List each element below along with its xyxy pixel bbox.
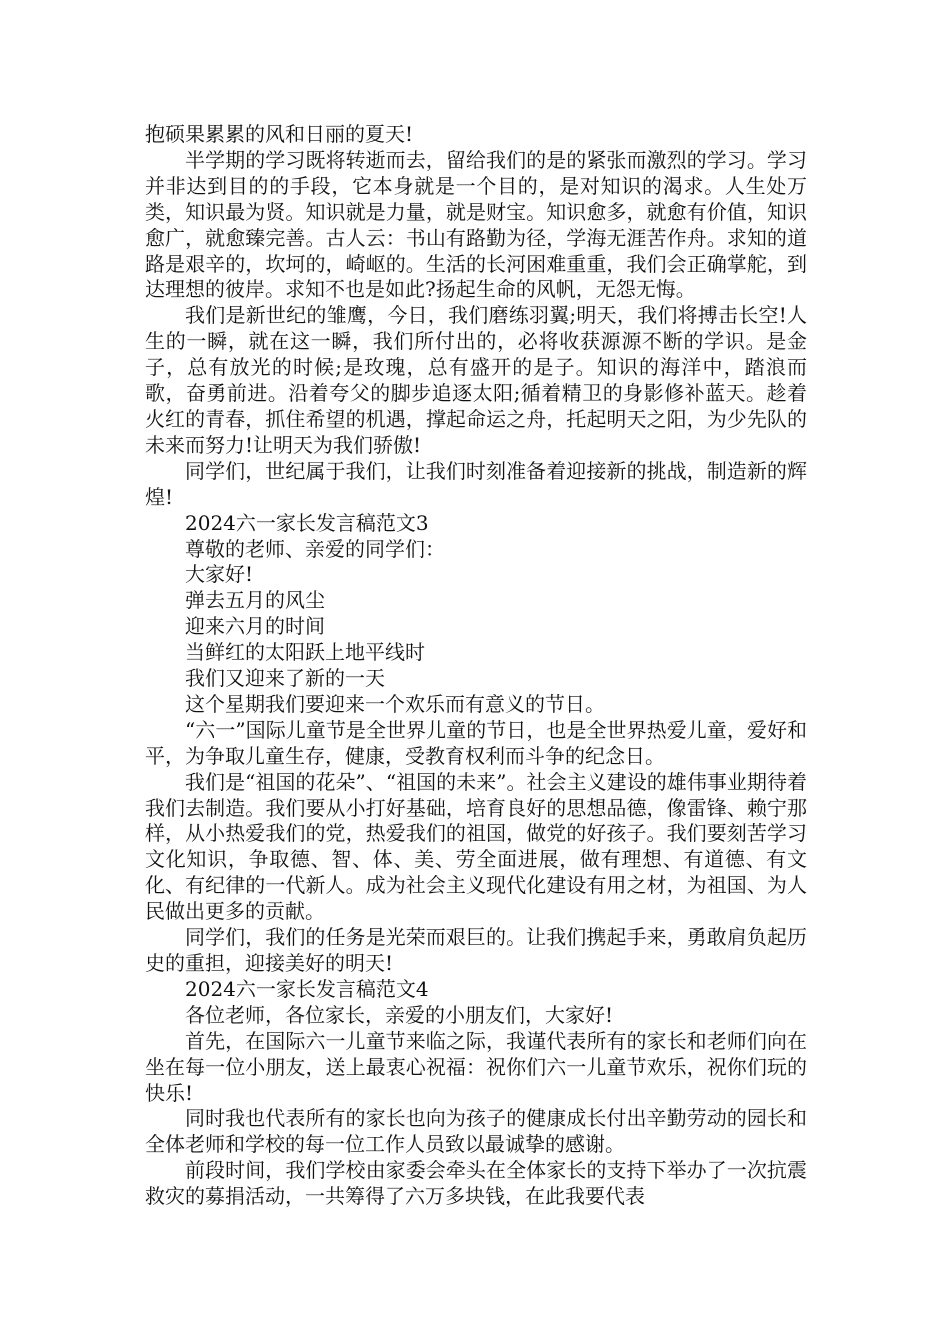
document-page [145,122,807,1210]
paragraph: 我们是新世纪的雏鹰，今日，我们磨练羽翼;明天，我们将搏击长空!人生的一瞬，就在这一瞬，我们所付出的，必将收获源源不断的学识。是金子，总有放光的时候;是玫瑰，总有盛开的是子。知识的海洋中，踏浪而歌，奋勇前进。沿着夸父的脚步追逐太阳;循着精卫的身影修补蓝天。趁着火红的青春，抓住希望的机遇，撑起命运之舟，托起明天之阳，为少先队的未来而努力!让明天为我们骄傲! [145,303,807,457]
greeting: 各位老师，各位家长，亲爱的小朋友们，大家好! [185,1002,614,1027]
paragraph: 首先，在国际六一儿童节来临之际，我谨代表所有的家长和老师们向在坐在每一位小朋友，送上最衷心祝福：祝你们六一儿童节欢乐，祝你们玩的快乐! [145,1028,807,1105]
paragraph: “六一”国际儿童节是全世界儿童的节日，也是全世界热爱儿童，爱好和平，为争取儿童生存，健康，受教育权利而斗争的纪念日。 [145,717,807,768]
paragraph: 前段时间，我们学校由家委会牵头在全体家长的支持下举办了一次抗震救灾的募捐活动，一共筹得了六万多块钱，在此我要代表 [145,1158,807,1209]
paragraph: 同学们，世纪属于我们，让我们时刻准备着迎接新的挑战，制造新的辉煌! [145,458,807,509]
paragraph-continuation: 抱硕果累累的风和日丽的夏天! [145,122,414,146]
section-heading: 2024六一家长发言稿范文3 [185,510,429,535]
verse-line: 我们又迎来了新的一天 [185,666,385,691]
paragraph: 同时我也代表所有的家长也向为孩子的健康成长付出辛勤劳动的园长和全体老师和学校的每一位工作人员致以最诚挚的感谢。 [145,1106,807,1157]
paragraph: 半学期的学习既将转逝而去，留给我们的是的紧张而激烈的学习。学习并非达到目的的手段，它本身就是一个目的，是对知识的渴求。人生处万类，知识最为贤。知识就是力量，就是财宝。知识愈多，就愈有价值，知识愈广，就愈臻完善。古人云：书山有路勤为径，学海无涯苦作舟。求知的道路是艰辛的，坎坷的，崎岖的。生活的长河困难重重，我们会正确掌舵，到达理想的彼岸。求知不也是如此?扬起生命的风帆，无怨无悔。 [145,147,807,302]
section-heading: 2024六一家长发言稿范文4 [185,976,429,1001]
verse-line: 当鲜红的太阳跃上地平线时 [185,640,425,665]
paragraph: 我们是“祖国的花朵”、“祖国的未来”。社会主义建设的雄伟事业期待着我们去制造。我们要从小打好基础，培育良好的思想品德，像雷锋、赖宁那样，从小热爱我们的党，热爱我们的祖国，做党的好孩子。我们要刻苦学习文化知识，争取德、智、体、美、劳全面进展，做有理想、有道德、有文化、有纪律的一代新人。成为社会主义现代化建设有用之材，为祖国、为人民做出更多的贡献。 [145,769,807,924]
paragraph: 同学们，我们的任务是光荣而艰巨的。让我们携起手来，勇敢肩负起历史的重担，迎接美好的明天! [145,925,807,975]
verse-line: 弹去五月的风尘 [185,588,325,613]
salutation: 尊敬的老师、亲爱的同学们： [185,536,445,561]
verse-line: 迎来六月的时间 [185,614,325,639]
greeting: 大家好! [185,562,254,587]
paragraph: 这个星期我们要迎来一个欢乐而有意义的节日。 [185,691,605,716]
